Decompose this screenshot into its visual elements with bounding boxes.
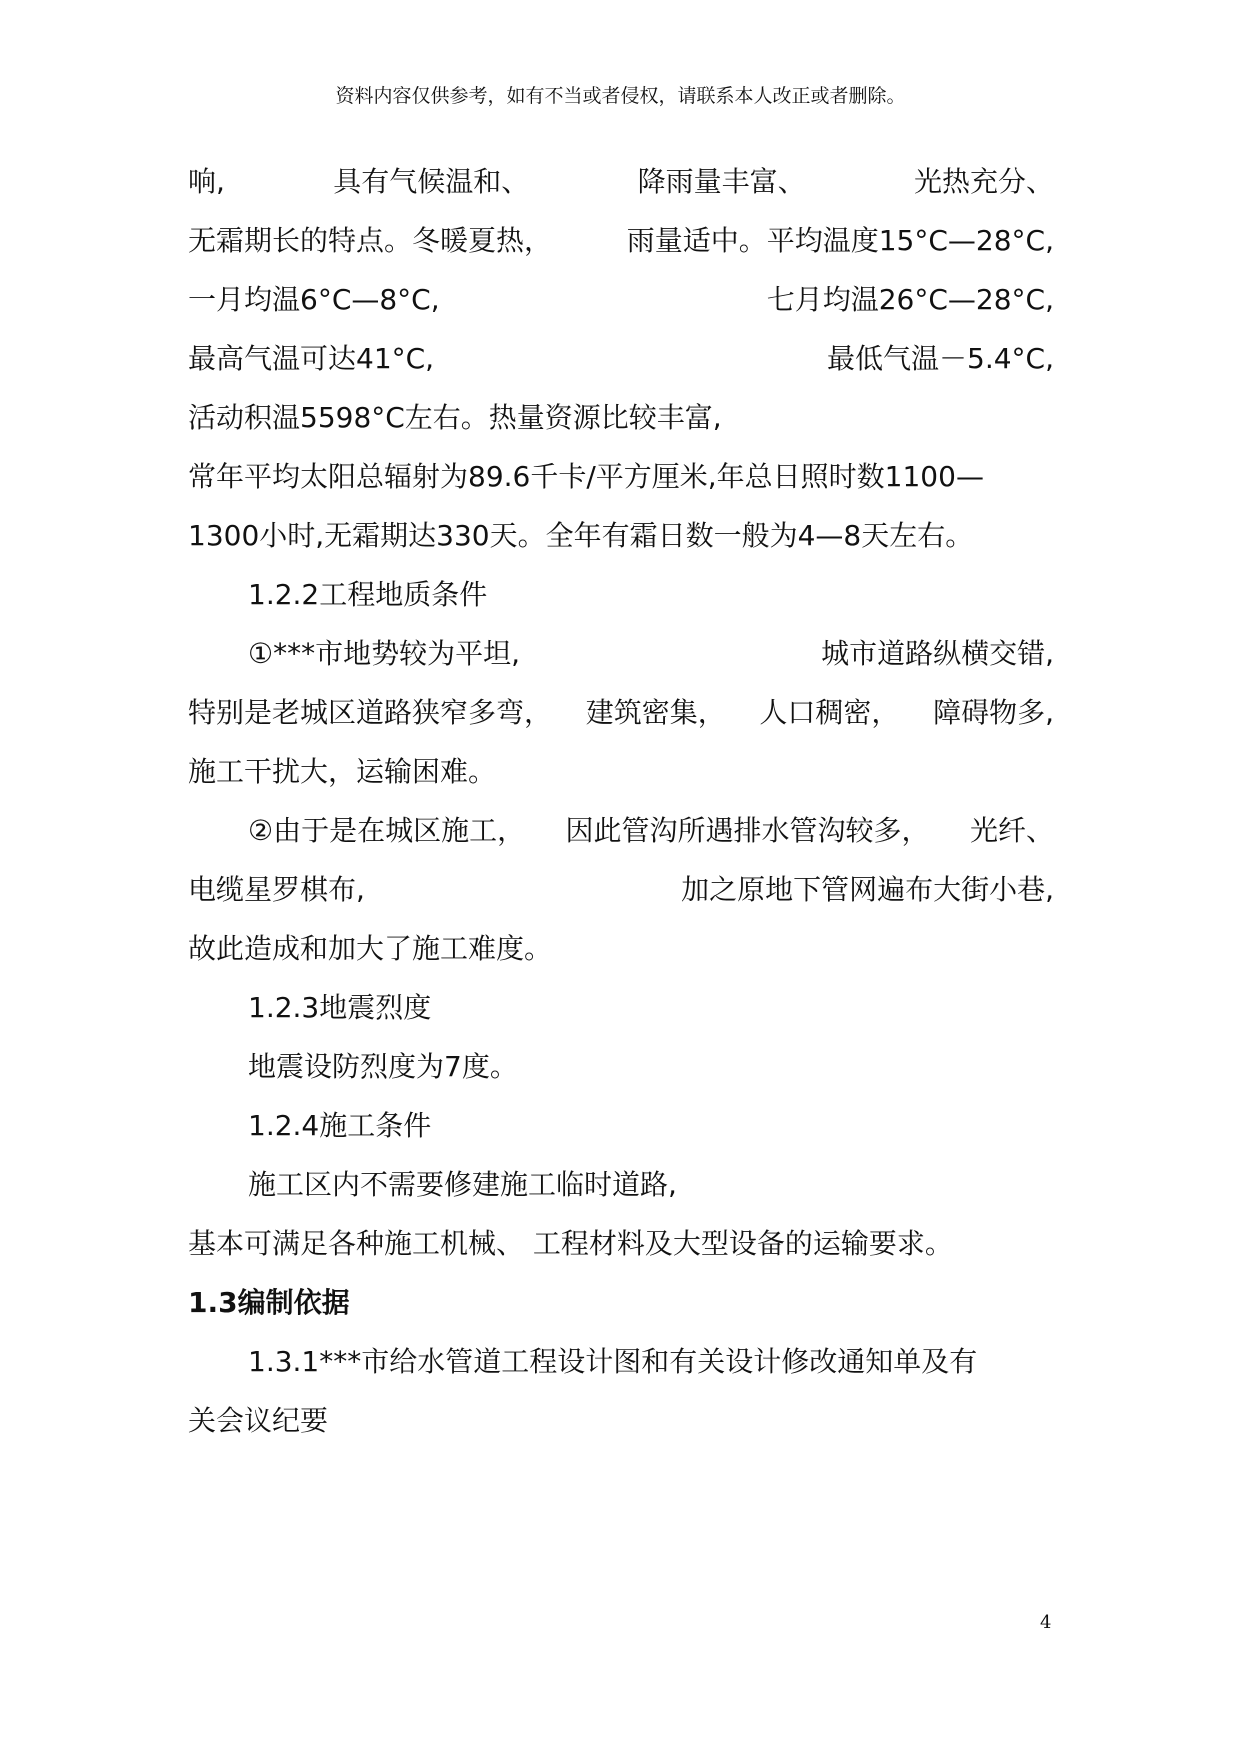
text-segment: ②由于是在城区施工， xyxy=(248,814,526,847)
text-line: 故此造成和加大了施工难度。 xyxy=(188,932,553,965)
text-segment: 城市道路纵横交错, xyxy=(821,637,1054,670)
text-segment: 最低气温－5.4°C, xyxy=(827,342,1054,375)
text-line: 1.3.1***市给水管道工程设计图和有关设计修改通知单及有 xyxy=(248,1345,978,1378)
text-line xyxy=(188,693,1054,733)
text-line: 常年平均太阳总辐射为89.6千卡/平方厘米,年总日照时数1100— xyxy=(188,460,984,493)
text-segment: 因此管沟所遇排水管沟较多， xyxy=(565,814,930,847)
text-segment: 光热充分、 xyxy=(913,165,1054,198)
subsection-title: 1.2.3地震烈度 xyxy=(248,991,432,1024)
text-line xyxy=(188,221,1054,261)
text-segment: 加之原地下管网遍布大街小巷, xyxy=(681,873,1054,906)
page-number: 4 xyxy=(1040,1612,1052,1633)
disclaimer-header: 资料内容仅供参考，如有不当或者侵权，请联系本人改正或者删除。 xyxy=(335,85,906,107)
text-segment: 七月均温26°C—28°C, xyxy=(766,283,1054,316)
text-segment: 特别是老城区道路狭窄多弯， xyxy=(188,696,553,729)
text-segment: 最高气温可达41°C, xyxy=(188,342,435,375)
text-line: 施工区内不需要修建施工临时道路, xyxy=(248,1168,677,1201)
text-line xyxy=(248,634,1054,674)
subsection-title: 1.2.2工程地质条件 xyxy=(248,578,488,611)
text-segment: 无霜期长的特点。冬暖夏热， xyxy=(188,224,553,257)
text-line xyxy=(188,870,1054,910)
text-segment: 一月均温6°C—8°C, xyxy=(188,283,440,316)
text-line xyxy=(188,162,1054,202)
text-segment: 光纤、 xyxy=(969,814,1054,847)
text-line: 施工干扰大，运输困难。 xyxy=(188,755,497,788)
text-segment: 雨量适中。平均温度15°C—28°C, xyxy=(626,224,1054,257)
text-segment: 降雨量丰富、 xyxy=(637,165,806,198)
text-line: 地震设防烈度为7度。 xyxy=(248,1050,518,1083)
text-segment: 人口稠密， xyxy=(759,696,900,729)
text-line: 基本可满足各种施工机械、 工程材料及大型设备的运输要求。 xyxy=(188,1227,953,1260)
subsection-title: 1.2.4施工条件 xyxy=(248,1109,432,1142)
text-line: 关会议纪要 xyxy=(188,1404,329,1437)
text-segment: 建筑密集， xyxy=(585,696,726,729)
text-segment: 响, xyxy=(188,165,225,198)
text-segment: 电缆星罗棋布, xyxy=(188,873,365,906)
text-line xyxy=(188,280,1054,320)
text-line xyxy=(188,339,1054,379)
text-line xyxy=(248,811,1054,851)
text-segment: 障碍物多, xyxy=(933,696,1054,729)
text-line: 活动积温5598°C左右。热量资源比较丰富, xyxy=(188,401,722,434)
section-heading: 1.3编制依据 xyxy=(188,1286,350,1319)
text-segment: ①***市地势较为平坦, xyxy=(248,637,521,670)
text-segment: 具有气候温和、 xyxy=(333,165,530,198)
text-line: 1300小时,无霜期达330天。全年有霜日数一般为4—8天左右。 xyxy=(188,519,974,552)
